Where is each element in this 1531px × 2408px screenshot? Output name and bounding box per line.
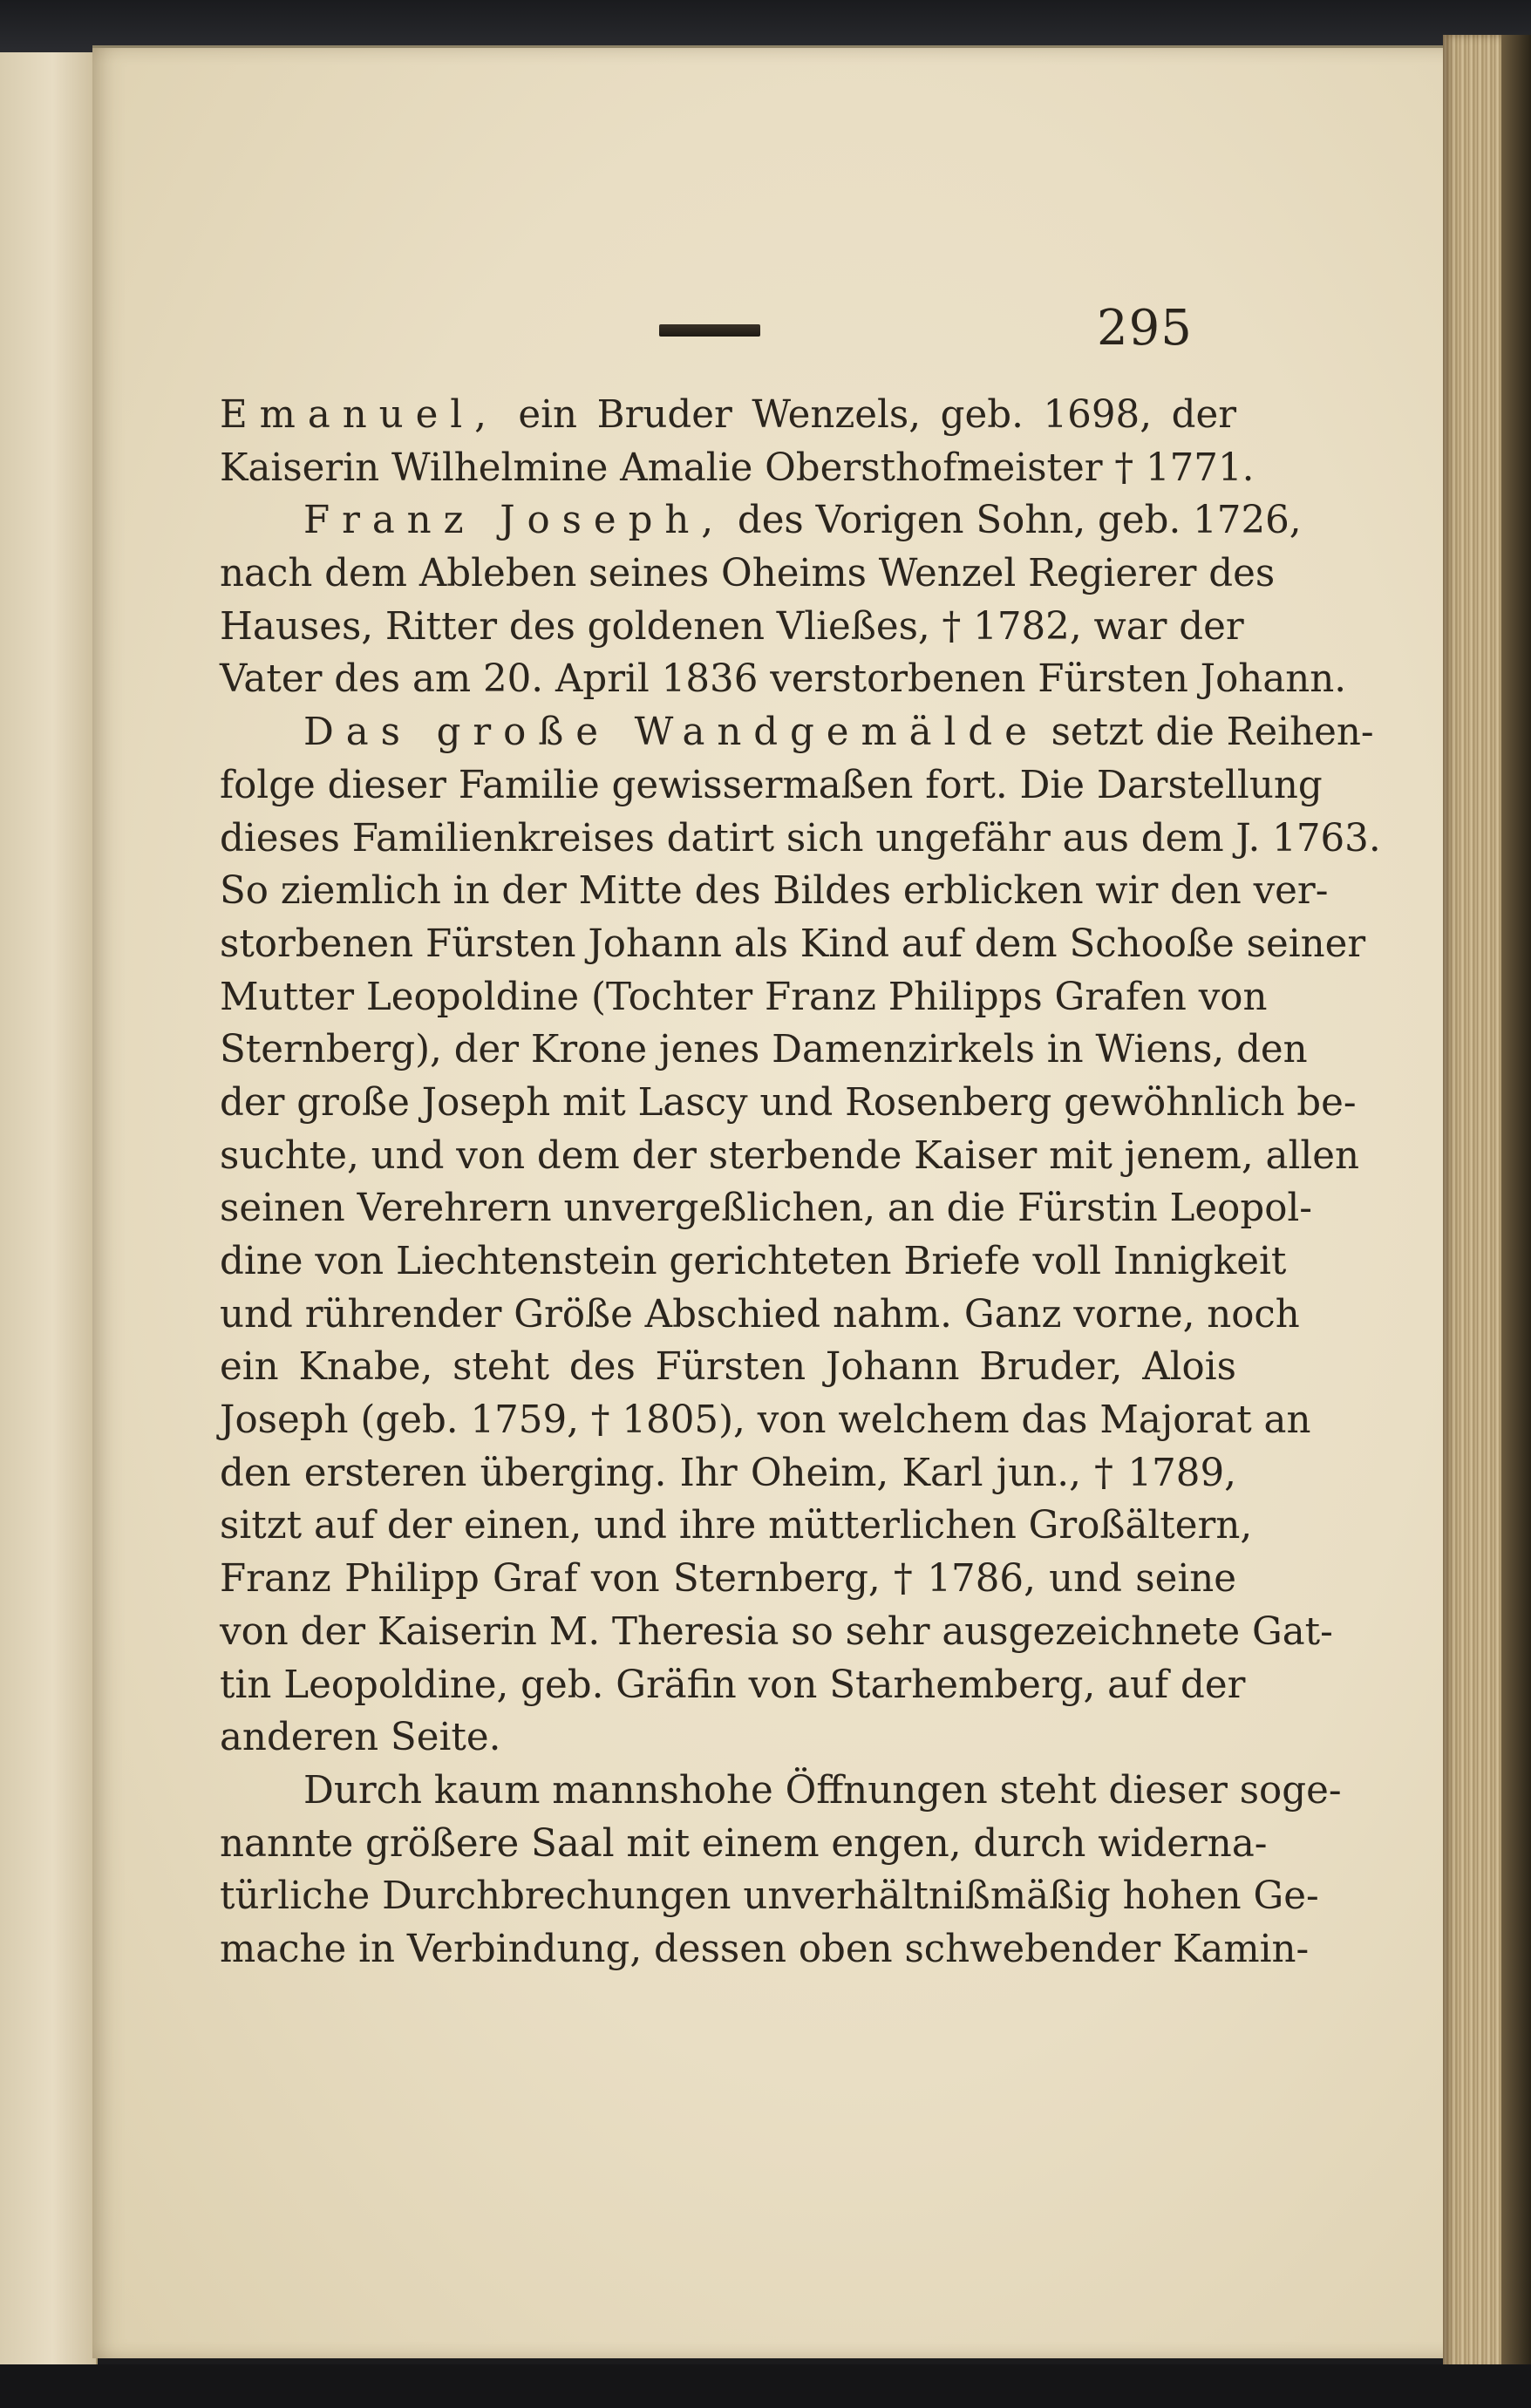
previous-page-edge bbox=[0, 52, 98, 2371]
text-line: seinen Verehrern unvergeßlichen, an die Fürstin Leopol- bbox=[220, 1187, 1313, 1231]
text-line: von der Kaiserin M. Theresia so sehr ausgezeichnete Gat- bbox=[220, 1609, 1333, 1654]
header-ornament-rule bbox=[659, 324, 760, 337]
text-line: folge dieser Familie gewissermaßen fort. Die Darstellung bbox=[220, 763, 1323, 807]
text-line: Durch kaum mannshohe Öffnungen steht dieser soge- bbox=[303, 1768, 1342, 1813]
text-line: nach dem Ableben seines Oheims Wenzel Regierer des bbox=[220, 552, 1276, 596]
text-line: Joseph (geb. 1759, † 1805), von welchem das Majorat an bbox=[220, 1398, 1311, 1443]
text-line: suchte, und von dem der sterbende Kaiser mit jenem, allen bbox=[220, 1133, 1360, 1178]
text-line: Emanuel, ein Bruder Wenzels, geb. 1698, der bbox=[220, 393, 1236, 437]
scan-background-top bbox=[0, 0, 1531, 52]
text-line: sitzt auf der einen, und ihre mütterlichen Großältern, bbox=[220, 1504, 1253, 1548]
text-line: Franz Joseph, des Vorigen Sohn, geb. 1726, bbox=[303, 499, 1302, 543]
text-line: der große Joseph mit Lascy und Rosenberg gewöhnlich be- bbox=[220, 1080, 1357, 1125]
text-line: türliche Durchbrechungen unverhältnißmäßig hohen Ge- bbox=[220, 1874, 1319, 1919]
text-line: dine von Liechtenstein gerichteten Briefe voll Innigkeit bbox=[220, 1240, 1287, 1283]
text-line: nannte größere Saal mit einem engen, durch widerna- bbox=[220, 1821, 1268, 1866]
page-stack-edges bbox=[1443, 35, 1531, 2371]
text-line: Vater des am 20. April 1836 verstorbenen Fürsten Johann. bbox=[220, 657, 1347, 702]
spaced-name: Emanuel, bbox=[220, 393, 499, 437]
text-line: Hauses, Ritter des goldenen Vließes, † 1782, war der bbox=[220, 604, 1244, 649]
text-line: dieses Familienkreises datirt sich ungefähr aus dem J. 1763. bbox=[220, 816, 1381, 860]
text-line: Kaiserin Wilhelmine Amalie Obersthofmeister † 1771. bbox=[220, 446, 1255, 490]
text-line: den ersteren überging. Ihr Oheim, Karl jun., † 1789, bbox=[220, 1451, 1236, 1495]
text-line: Mutter Leopoldine (Tochter Franz Philipps Grafen von bbox=[220, 975, 1268, 1019]
spaced-name: Franz Joseph, bbox=[303, 499, 726, 543]
text-line: tin Leopoldine, geb. Gräfin von Starhemberg, auf der bbox=[220, 1663, 1246, 1707]
text-line: anderen Seite. bbox=[220, 1716, 501, 1760]
page-number: 295 bbox=[1097, 300, 1193, 357]
text-line: storbenen Fürsten Johann als Kind auf dem Schooße seiner bbox=[220, 922, 1366, 966]
text-line: Franz Philipp Graf von Sternberg, † 1786, und seine bbox=[220, 1557, 1236, 1602]
scan-background-bottom bbox=[0, 2364, 1531, 2408]
text-line: mache in Verbindung, dessen oben schwebender Kamin- bbox=[220, 1927, 1310, 1971]
text-line: und rührender Größe Abschied nahm. Ganz vorne, noch bbox=[220, 1292, 1300, 1337]
text-line: ein Knabe, steht des Fürsten Johann Bruder, Alois bbox=[220, 1345, 1236, 1390]
text-line: So ziemlich in der Mitte des Bildes erblicken wir den ver- bbox=[220, 869, 1329, 914]
spaced-phrase: Das große Wandgemälde bbox=[303, 711, 1039, 755]
text-line: Das große Wandgemälde setzt die Reihen- bbox=[303, 711, 1374, 755]
body-text bbox=[220, 389, 1381, 1976]
text-line: Sternberg), der Krone jenes Damenzirkels in Wiens, den bbox=[220, 1028, 1308, 1072]
